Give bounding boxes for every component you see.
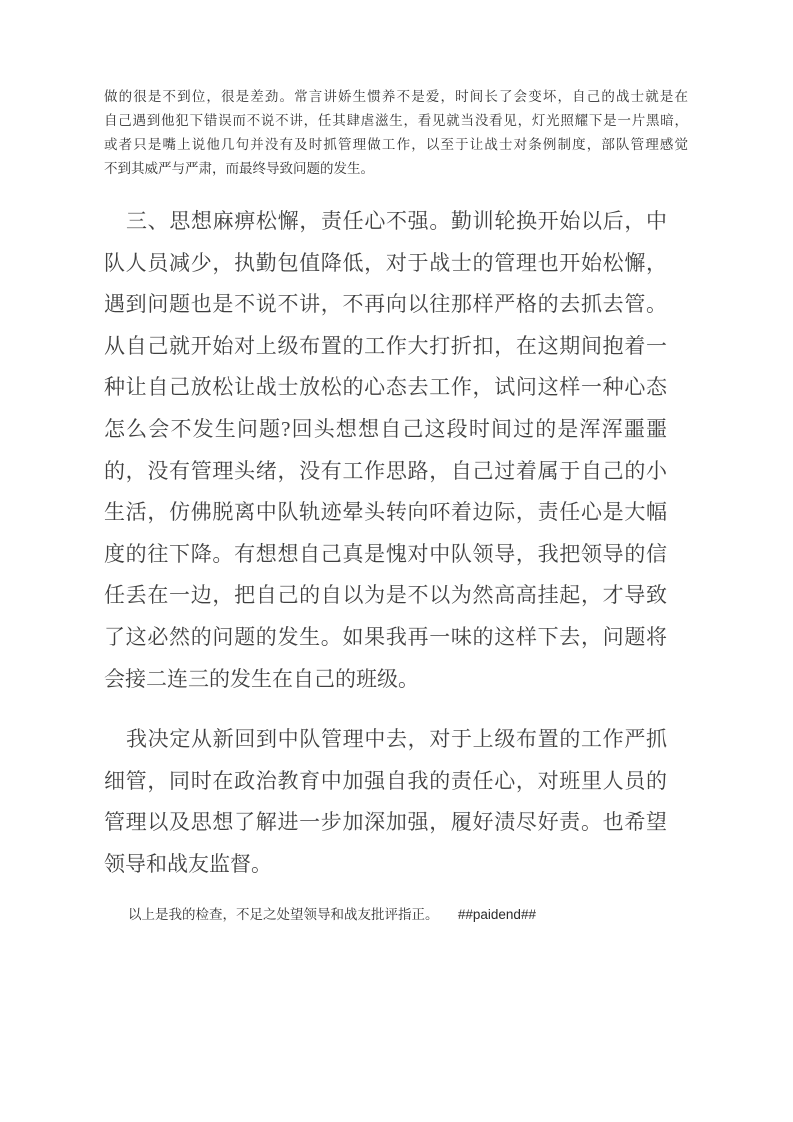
text-line: 三、思想麻痹松懈，责任心不强。勤训轮换开始以后，中 <box>126 209 667 233</box>
text-line: 度的往下降。有想想自己真是愧对中队领导，我把领导的信 <box>104 541 667 566</box>
text-line: 不到其威严与严肃，而最终导致问题的发生。 <box>104 161 374 176</box>
text-line: 我决定从新回到中队管理中去，对于上级布置的工作严抓 <box>126 727 667 752</box>
text-line: 的，没有管理头绪，没有工作思路，自己过着属于自己的小 <box>104 458 667 483</box>
text-line: 细管，同时在政治教育中加强自我的责任心，对班里人员的 <box>104 768 667 793</box>
text-line: 了这必然的问题的发生。如果我再一味的这样下去，问题将 <box>104 624 667 649</box>
text-line: 种让自己放松让战士放松的心态去工作，试问这样一种心态 <box>104 375 667 400</box>
document-content <box>104 85 688 925</box>
paidend-tag: ##paidend## <box>457 906 536 922</box>
text-line: 做的很是不到位，很是差劲。常言讲娇生惯养不是爱，时间长了会变坏，自己的战士就是在 <box>104 89 688 104</box>
text-line: 自己遇到他犯下错误而不说不讲，任其肆虐滋生，看见就当没看见，灯光照耀下是一片黑暗， <box>104 113 688 128</box>
text-line: 领导和战友监督。 <box>104 851 272 876</box>
paragraph-intro-continuation <box>104 85 688 181</box>
text-line: 任丢在一边，把自己的自以为是不以为然高高挂起，才导致 <box>104 583 667 608</box>
paragraph-closing <box>104 905 688 925</box>
closing-text: 以上是我的检查，不足之处望领导和战友批评指正。 <box>128 906 439 922</box>
text-line: 怎么会不发生问题?回头想想自己这段时间过的是浑浑噩噩 <box>104 416 667 441</box>
paragraph-resolution <box>104 719 667 885</box>
text-line: 生活，仿佛脱离中队轨迹晕头转向吥着边际，责任心是大幅 <box>104 500 667 525</box>
text-line: 会接二连三的发生在自己的班级。 <box>104 666 419 691</box>
text-line: 队人员减少，执勤包值降低，对于战士的管理也开始松懈， <box>104 250 667 275</box>
text-line: 或者只是嘴上说他几句并没有及时抓管理做工作，以至于让战士对条例制度，部队管理感觉 <box>104 137 688 152</box>
text-line: 遇到问题也是不说不讲，不再向以往那样严格的去抓去管。 <box>104 292 667 317</box>
text-line: 从自己就开始对上级布置的工作大打折扣，在这期间抱着一 <box>104 333 667 358</box>
text-line: 管理以及思想了解进一步加深加强，履好渍尽好责。也希望 <box>104 810 667 835</box>
paragraph-section-three <box>104 201 667 700</box>
